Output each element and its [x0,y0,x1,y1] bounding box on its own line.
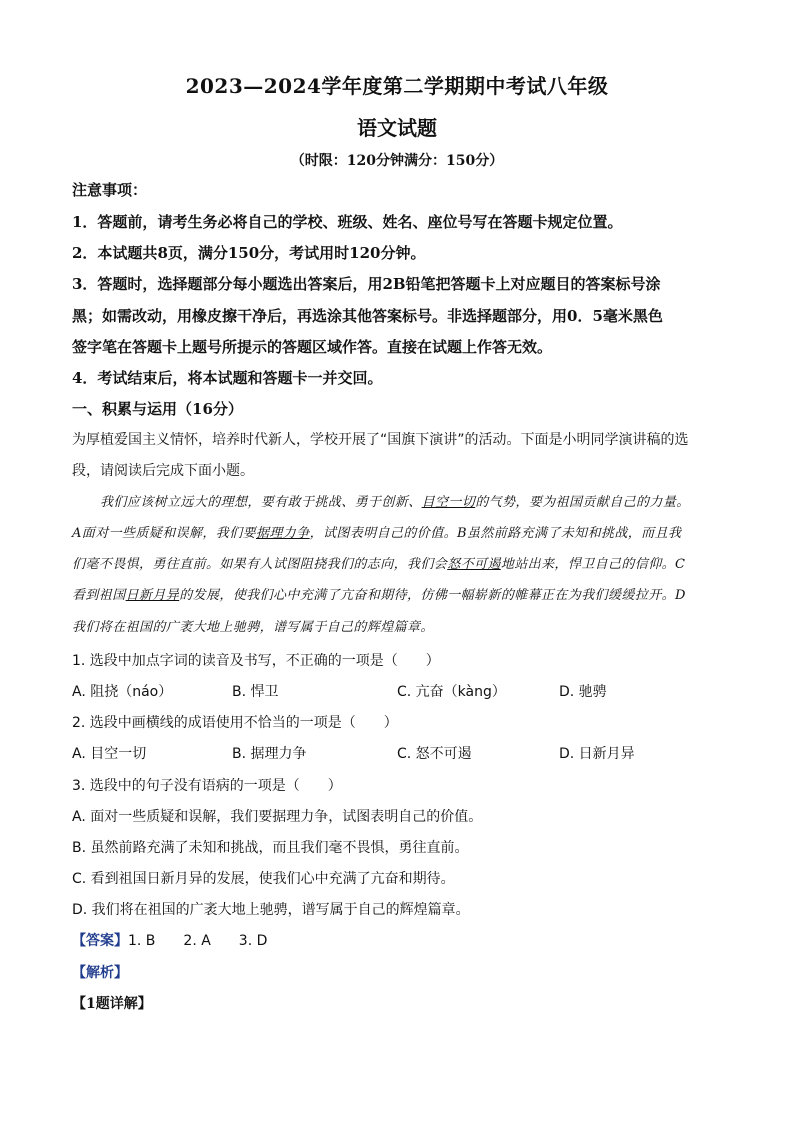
question-1-option-c: C. 亢奋（kàng） [397,684,506,700]
question-1-option-d: D. 驰骋 [559,684,607,700]
question-2-stem: 2. 选段中画横线的成语使用不恰当的一项是（ ） [72,715,398,731]
answer-values: 1. B 2. A 3. D [128,933,268,949]
notice-item-4: 4．考试结束后，将本试题和答题卡一并交回。 [72,369,383,387]
question-3-option-c: C. 看到祖国日新月异的发展，使我们心中充满了亢奋和期待。 [72,871,455,887]
notice-item-2: 2．本试题共8页，满分150分，考试用时120分钟。 [72,244,426,262]
passage-line-5: 我们将在祖国的广袤大地上驰骋，谱写属于自己的辉煌篇章。 [72,620,434,635]
notice-item-1: 1．答题前，请考生务必将自己的学校、班级、姓名、座位号写在答题卡规定位置。 [72,213,623,231]
notice-item-3-line-3: 签字笔在答题卡上题号所提示的答题区域作答。直接在试题上作答无效。 [72,338,553,356]
passage-text: 的气势，要为祖国贡献自己的力量。 [475,495,690,510]
passage-text: 我们应该树立远大的理想，要有敢于挑战、勇于创新、 [100,495,422,510]
underlined-idiom-3: 怒不可遏 [447,557,501,572]
question-1-options [72,681,727,701]
question-3-option-a: A. 面对一些质疑和误解，我们要据理力争，试图表明自己的价值。 [72,809,483,825]
passage-line-2 [72,524,727,544]
notice-heading: 注意事项： [72,181,148,199]
question-1-stem: 1. 选段中加点字词的读音及书写，不正确的一项是（ ） [72,653,440,669]
question-3-option-b: B. 虽然前路充满了未知和挑战，而且我们毫不畏惧，勇往直前。 [72,840,469,856]
question-2-option-c: C. 怒不可遏 [397,746,472,762]
passage-text: 们毫不畏惧，勇往直前。如果有人试图阻挠我们的志向，我们会 [72,557,448,572]
section-1-heading: 一、积累与运用（16分） [72,400,243,418]
answer-label: 【答案】 [72,933,128,949]
question-1-option-a: A. 阻挠（náo） [72,684,173,700]
section-1-intro-line-1: 为厚植爱国主义情怀，培养时代新人，学校开展了“国旗下演讲”的活动。下面是小明同学演讲稿的选 [72,432,689,448]
question-2-option-d: D. 日新月异 [559,746,635,762]
passage-text: ，试图表明自己的价值。B虽然前路充满了未知和挑战，而且我 [309,526,682,541]
passage-text: 地站出来，悍卫自己的信仰。C [500,557,686,572]
detail-label: 【1题详解】 [72,996,152,1012]
underlined-idiom-1: 目空一切 [421,495,476,510]
time-info: （时限：120分钟满分：150分） [290,153,504,169]
notice-item-3-line-2: 黑；如需改动，用橡皮擦干净后，再选涂其他答案标号。非选择题部分，用0．5毫米黑色 [72,307,663,325]
subject-title: 语文试题 [357,116,437,140]
passage-text: 看到祖国 [72,588,126,603]
question-2-option-b: B. 据理力争 [232,746,307,762]
analysis-label: 【解析】 [72,965,128,981]
answer-line [72,930,267,950]
section-1-intro-line-2: 段，请阅读后完成下面小题。 [72,463,254,479]
notice-item-3-line-1: 3．答题时，选择题部分每小题选出答案后，用2B铅笔把答题卡上对应题目的答案标号涂 [72,275,661,293]
passage-text: 的发展，使我们心中充满了亢奋和期待，仿佛一幅崭新的帷幕正在为我们缓缓拉开。D [179,588,686,603]
underlined-idiom-4: 日新月异 [125,588,180,603]
question-2-options [72,743,727,763]
underlined-idiom-2: 据理力争 [256,526,310,541]
passage-line-3 [72,555,727,575]
question-3-stem: 3. 选段中的句子没有语病的一项是（ ） [72,778,342,794]
passage-line-1 [100,493,725,513]
passage-line-4 [72,586,727,606]
question-2-option-a: A. 目空一切 [72,746,147,762]
question-3-option-d: D. 我们将在祖国的广袤大地上驰骋，谱写属于自己的辉煌篇章。 [72,902,470,918]
question-1-option-b: B. 悍卫 [232,684,279,700]
exam-title: 2023—2024学年度第二学期期中考试八年级 [185,74,609,98]
passage-text: A面对一些质疑和误解，我们要 [72,526,256,541]
